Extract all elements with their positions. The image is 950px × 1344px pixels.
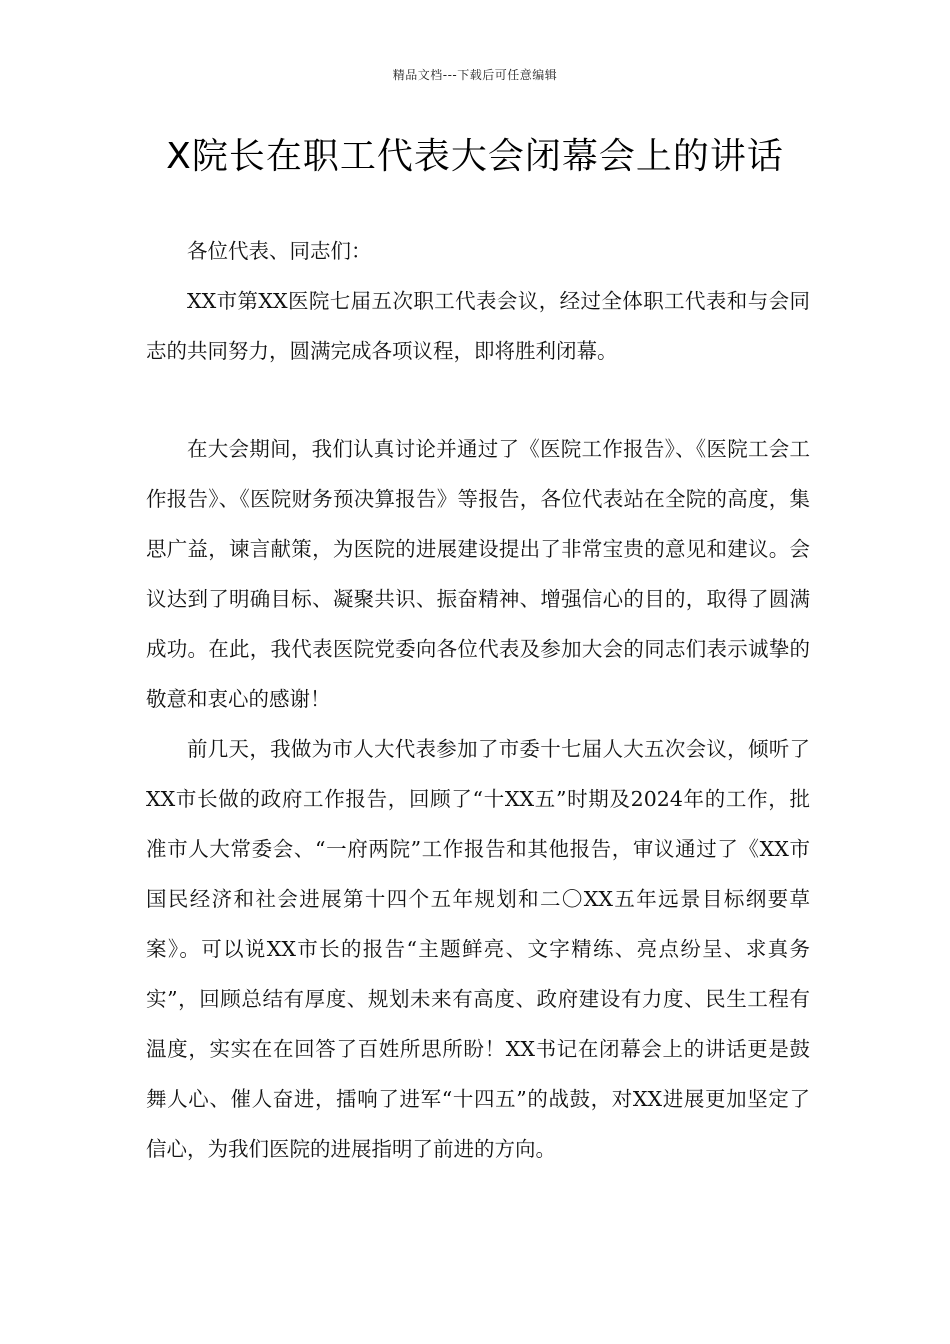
paragraph-report: 前几天，我做为市人大代表参加了市委十七届人大五次会议，倾听了XX市长做的政府工作报告，回顾了“十XX五”时期及2024年的工作，批准市人大常委会、“一府两院”工作报告和其他报告，审议通过了《XX市国民经济和社会进展第十四个五年规划和二〇XX五年远景目标纲要草案》。可以说XX市长的报告“主题鲜亮、文字精练、亮点纷呈、求真务实”，回顾总结有厚度、规划未来有高度、政府建设有力度、民生工程有温度，实实在在回答了百姓所思所盼！XX书记在闭幕会上的讲话更是鼓舞人心、催人奋进，擂响了进军“十四五”的战鼓，对XX进展更加坚定了信心，为我们医院的进展指明了前进的方向。 — [146, 737, 810, 1161]
paragraph-opening: XX市第XX医院七届五次职工代表会议，经过全体职工代表和与会同志的共同努力，圆满完成各项议程，即将胜利闭幕。 — [146, 289, 810, 363]
paragraph-congress: 在大会期间，我们认真讨论并通过了《医院工作报告》、《医院工会工作报告》、《医院财务预决算报告》等报告，各位代表站在全院的高度，集思广益，谏言献策，为医院的进展建设提出了非常宝贵的意见和建议。会议达到了明确目标、凝聚共识、振奋精神、增强信心的目的，取得了圆满成功。在此，我代表医院党委向各位代表及参加大会的同志们表示诚挚的敬意和衷心的感谢！ — [146, 437, 810, 711]
opening-block — [146, 276, 810, 376]
salutation-block — [146, 226, 810, 276]
document-title: X院长在职工代表大会闭幕会上的讲话 — [166, 136, 784, 177]
main-body-block — [146, 424, 810, 1174]
header-note: 精品文档---下载后可任意编辑 — [392, 68, 558, 82]
salutation: 各位代表、同志们： — [187, 239, 372, 263]
